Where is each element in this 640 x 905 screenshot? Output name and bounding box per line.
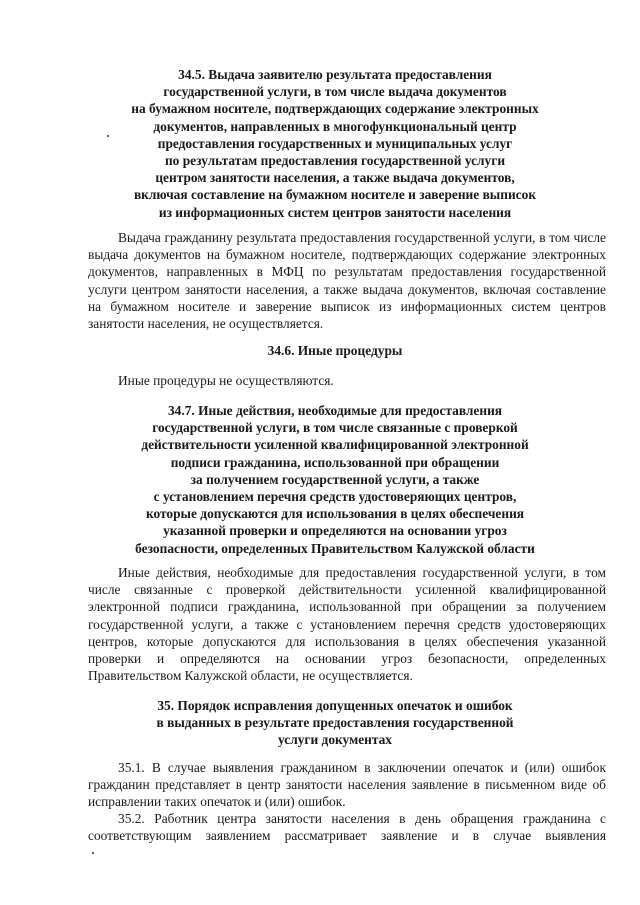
section-34-5-paragraph <box>88 229 606 332</box>
heading-line: на бумажном носителе, подтверждающих содержание электронных <box>131 101 539 117</box>
heading-line: 35. Порядок исправления допущенных опечаток и ошибок <box>157 698 513 713</box>
heading-line: из информационных систем центров занятости населения <box>158 204 512 220</box>
heading-line: государственной услуги, в том числе связанные с проверкой <box>152 420 518 436</box>
section-34-6-heading <box>90 342 580 359</box>
paragraph-line: электронной подписи гражданина, использованной при обращении за получением <box>88 599 606 615</box>
section-35-heading <box>90 697 580 749</box>
heading-line: указанной проверки и определяются на основании угроз <box>163 523 507 539</box>
section-34-6-paragraph <box>88 372 606 389</box>
section-35-2-paragraph <box>88 810 606 844</box>
heading-line: услуги документах <box>277 732 392 748</box>
paragraph-line: документов, направленных в МФЦ по результатам предоставления государственной <box>88 264 606 280</box>
paragraph-line: соответствующим заявлением рассматривает заявление и в случае выявления <box>88 828 606 844</box>
paragraph-line: государственной услуги, а также с установлением перечня средств удостоверяющих <box>88 616 606 632</box>
paragraph-line: выдача документов на бумажном носителе, подтверждающих содержание электронных <box>88 247 606 263</box>
scan-speck <box>107 135 109 137</box>
heading-line: действительности усиленной квалифицированной электронной <box>141 437 529 453</box>
heading-line: с установлением перечня средств удостоверяющих центров, <box>153 489 517 505</box>
section-34-5-heading <box>90 66 580 221</box>
paragraph-line: 35.1. В случае выявления гражданином в заключении опечаток и (или) ошибок <box>118 760 606 775</box>
heading-line: документов, направленных в многофункциональный центр <box>153 118 517 134</box>
heading-line: 34.6. Иные процедуры <box>267 343 403 358</box>
paragraph-line: Правительством Калужской области, не осуществляется. <box>88 668 413 684</box>
paragraph-line: 35.2. Работник центра занятости населения в день обращения гражданина с <box>118 811 606 826</box>
paragraph-line: центров, которые допускаются для использования в целях обеспечения указанной <box>88 633 606 649</box>
paragraph-line: гражданин представляет в центр занятости населения заявление в письменном виде об <box>88 777 606 793</box>
heading-line: предоставления государственных и муниципальных услуг <box>157 135 513 151</box>
heading-line: в выданных в результате предоставления государственной <box>156 715 514 731</box>
scan-speck <box>92 852 94 854</box>
heading-line: включая составление на бумажном носителе и заверение выписок <box>133 187 537 203</box>
paragraph-line: исправлении таких опечаток и (или) ошибок. <box>88 794 346 810</box>
heading-line: 34.7. Иные действия, необходимые для предоставления <box>167 403 503 418</box>
heading-line: за получением государственной услуги, а также <box>190 471 480 487</box>
heading-line: 34.5. Выдача заявителю результата предоставления <box>178 67 492 82</box>
paragraph-line: числе связанные с проверкой действительности усиленной квалифицированной <box>88 582 606 598</box>
section-34-7-paragraph <box>88 564 606 684</box>
section-34-7-heading <box>90 402 580 557</box>
paragraph-line: занятости населения, не осуществляется. <box>88 316 324 332</box>
heading-line: по результатам предоставления государственной услуги <box>164 153 506 169</box>
paragraph-line: Иные действия, необходимые для предоставления государственной услуги, в том <box>118 565 606 580</box>
paragraph-line: Иные процедуры не осуществляются. <box>118 373 334 388</box>
heading-line: центром занятости населения, а также выдача документов, <box>155 170 515 186</box>
heading-line: подписи гражданина, использованной при обращении <box>170 454 500 470</box>
heading-line: которые допускаются для использования в целях обеспечения <box>145 506 525 522</box>
paragraph-line: на бумажном носителе и заверение выписок из информационных систем центров <box>88 298 606 314</box>
paragraph-line: Выдача гражданину результата предоставления государственной услуги, в том числе <box>118 230 606 245</box>
paragraph-line: проверки и определяются на основании угроз безопасности, определенных <box>88 651 606 667</box>
heading-line: безопасности, определенных Правительством Калужской области <box>135 540 535 556</box>
heading-line: государственной услуги, в том числе выдача документов <box>163 84 507 100</box>
section-35-1-paragraph <box>88 759 606 811</box>
paragraph-line: услуги центром занятости населения, а также выдача документов, включая составление <box>88 281 606 297</box>
